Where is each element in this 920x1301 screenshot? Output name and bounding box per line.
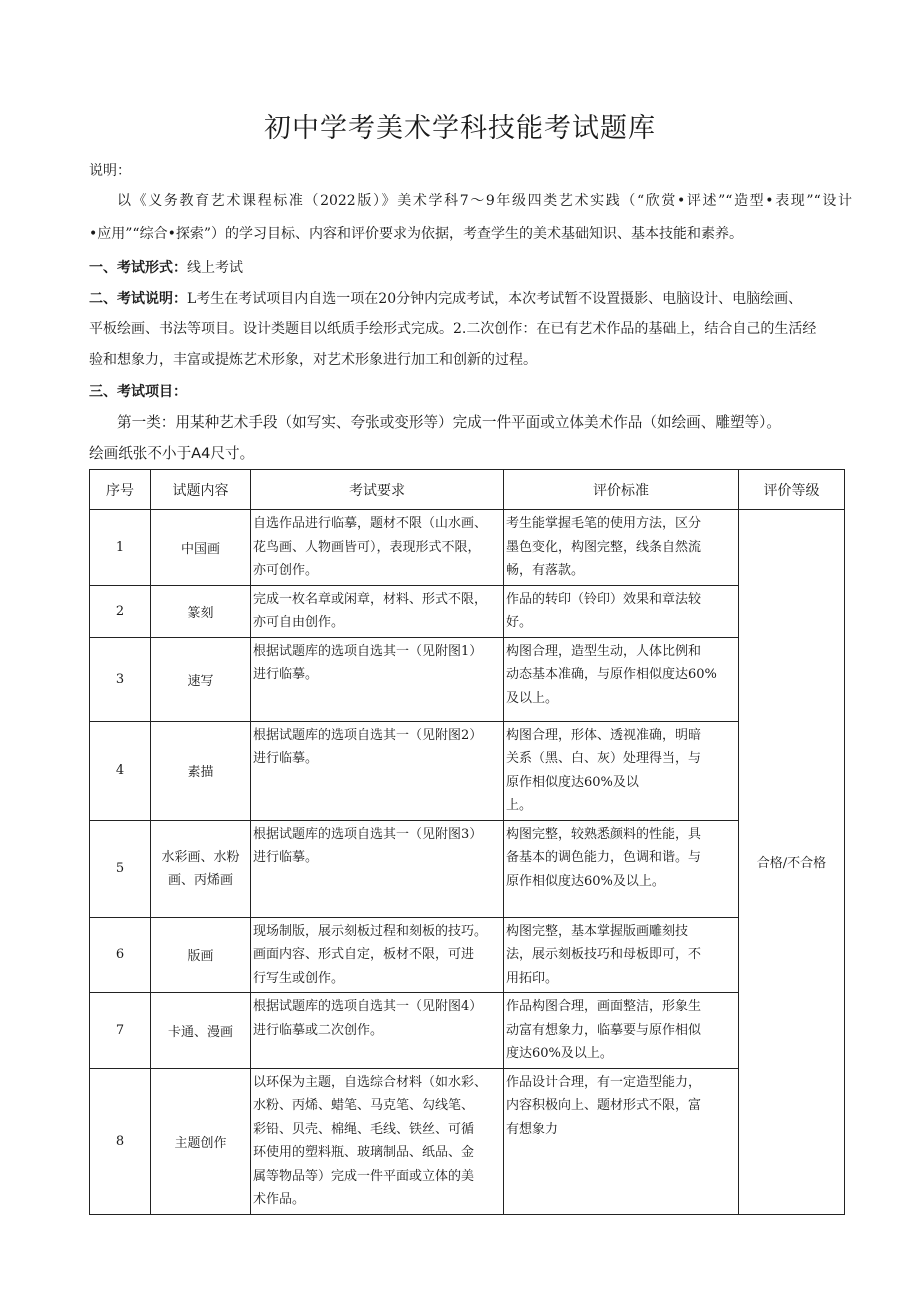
row-criteria [504,820,739,917]
header-content: 试题内容 [151,470,251,510]
row-content [151,820,251,917]
text-line: 关系（黑、白、灰）处理得当，与 [506,751,702,766]
text-line: 好。 [506,615,533,630]
row-criteria [504,917,739,993]
row-content: 卡通、漫画 [151,993,251,1069]
text-line: 构图合理，造型生动，人体比例和 [506,643,702,659]
row-requirements [251,1068,504,1214]
text-line: 上。 [506,798,533,813]
text-line: 花鸟画、人物画皆可），表现形式不限， [253,539,481,555]
row-content: 篆刻 [151,585,251,637]
text-line: 备基本的调色能力，色调和谐。与 [506,850,702,865]
text-line: 根据试题库的选项自选其一（见附图2） [253,727,483,743]
section-exam-format-heading: 一、考试形式： [89,260,187,276]
text-line: 亦可自由创作。 [253,615,345,630]
row-content: 素描 [151,721,251,820]
table-row [90,510,845,586]
text-line: 用拓印。 [506,970,559,986]
text-line: 作品的转印（铃印）效果和章法较 [506,591,702,607]
header-number: 序号 [90,470,151,510]
text-line: 现场制版，展示刻板过程和刻板的技巧。 [253,923,488,939]
row-number: 8 [90,1068,151,1214]
table-row [90,721,845,820]
row-criteria [504,510,739,586]
text-line: 构图合理，形体、透视准确，明暗 [506,727,702,743]
row-content: 主题创作 [151,1068,251,1214]
text-line: 内容积极向上、题材形式不限，富 [506,1098,702,1113]
page-title: 初中学考美术学科技能考试题库 [264,113,656,144]
row-requirements [251,721,504,820]
text-line: 环使用的塑料瓶、玻璃制品、纸品、金 [253,1145,475,1160]
row-content: 中国画 [151,510,251,586]
row-content: 版画 [151,917,251,993]
text-line: 画、丙烯画 [167,872,233,888]
text-line: 考生能掌握毛笔的使用方法，区分 [506,516,702,531]
row-number: 3 [90,637,151,721]
intro-line-2: •应用”“综合•探索”）的学习目标、内容和评价要求为依据，考查学生的美术基础知识、基本技能和素养。 [89,226,743,242]
text-line: 水彩画、水粉 [161,849,240,865]
text-line: 根据试题库的选项自选其一（见附图1） [253,643,483,659]
text-line: 行写生或创作。 [253,970,345,986]
table-header-row [90,470,845,510]
section-exam-format [89,257,243,279]
row-requirements [251,993,504,1069]
text-line: 作品设计合理，有一定造型能力， [506,1074,702,1090]
text-line: 进行临摹。 [253,667,319,682]
row-number: 7 [90,993,151,1069]
text-line: 进行临摹。 [253,751,319,766]
text-line: 畅，有落款。 [506,563,585,578]
header-grade: 评价等级 [739,470,845,510]
text-line: 法，展示刻板技巧和母板即可，不 [506,947,702,962]
text-line: 作品构图合理，画面整洁，形象生 [506,999,702,1014]
table-row [90,993,845,1069]
table-row [90,917,845,993]
text-line: 完成一枚名章或闲章，材料、形式不限， [253,591,488,607]
text-line: 动富有想象力，临摹要与原作相似 [506,1022,702,1038]
table-row [90,585,845,637]
table-row [90,1068,845,1214]
section-exam-notes-line-1: L考生在考试项目内自选一项在20分钟内完成考试，本次考试暂不设置摄影、电脑设计、电脑绘画、 [187,291,803,307]
text-line: 进行临摹。 [253,850,319,865]
header-criteria: 评价标准 [504,470,739,510]
text-line: 术作品。 [253,1192,306,1207]
table-row [90,637,845,721]
row-number: 1 [90,510,151,586]
category-1-line-1: 第一类：用某种艺术手段（如写实、夸张或变形等）完成一件平面或立体美术作品（如绘画、雕塑等）。 [117,414,782,431]
row-criteria [504,721,739,820]
row-number: 6 [90,917,151,993]
text-line: 属等物品等）完成一件平面或立体的美 [253,1168,475,1184]
row-number: 2 [90,585,151,637]
text-line: 进行临摹或二次创作。 [253,1022,384,1038]
text-line: 彩铅、贝壳、棉绳、毛线、铁丝、可循 [253,1121,475,1137]
section-exam-notes [89,288,849,310]
row-requirements [251,637,504,721]
row-requirements [251,820,504,917]
text-line: 原作相似度达60%及以上。 [506,873,665,889]
text-line: 水粉、丙烯、蜡笔、马克笔、勾线笔、 [253,1098,475,1113]
text-line: 以环保为主题，自选综合材料（如水彩、 [253,1074,488,1090]
grade-cell: 合格/不合格 [739,510,845,1215]
row-criteria [504,637,739,721]
text-line: 根据试题库的选项自选其一（见附图4） [253,999,483,1014]
section-exam-items-heading: 三、考试项目： [89,384,187,400]
text-line: 构图完整，较熟悉颜料的性能，具 [506,826,702,842]
row-criteria [504,993,739,1069]
category-1-line-2: 绘画纸张不小于A4尺寸。 [89,445,255,462]
section-exam-notes-heading: 二、考试说明： [89,291,187,307]
row-number: 5 [90,820,151,917]
text-line: 墨色变化，构图完整，线条自然流 [506,539,702,555]
row-criteria [504,1068,739,1214]
text-line: 亦可创作。 [253,563,319,578]
header-requirements: 考试要求 [251,470,504,510]
text-line: 度达60%及以上。 [506,1046,613,1061]
text-line: 构图完整，基本掌握版画雕刻技 [506,923,689,939]
exam-items-table [89,469,845,1215]
row-requirements [251,585,504,637]
text-line: 原作相似度达60%及以 [506,774,639,790]
text-line: 画面内容、形式自定，板材不限，可进 [253,947,475,962]
row-requirements [251,510,504,586]
row-requirements [251,917,504,993]
section-exam-format-text: 线上考试 [187,260,243,276]
text-line: 根据试题库的选项自选其一（见附图3） [253,826,483,842]
text-line: 有想象力 [506,1121,559,1137]
text-line: 动态基本准确，与原作相似度达60% [506,667,717,682]
row-number: 4 [90,721,151,820]
row-content: 速写 [151,637,251,721]
intro-label: 说明： [89,163,131,179]
table-row [90,820,845,917]
section-exam-notes-line-3: 验和想象力，丰富或提炼艺术形象，对艺术形象进行加工和创新的过程。 [89,352,537,368]
intro-line-1: 以《义务教育艺术课程标准（2022版）》美术学科7～9年级四类艺术实践（“欣赏•评述”“造型•表现”“设计 [117,193,852,209]
section-exam-notes-line-2: 平板绘画、书法等项目。设计类题目以纸质手绘形式完成。2.二次创作：在已有艺术作品的基础上，结合自己的生活经 [89,321,817,337]
row-criteria [504,585,739,637]
text-line: 自选作品进行临摹，题材不限（山水画、 [253,516,488,531]
text-line: 及以上。 [506,690,559,706]
